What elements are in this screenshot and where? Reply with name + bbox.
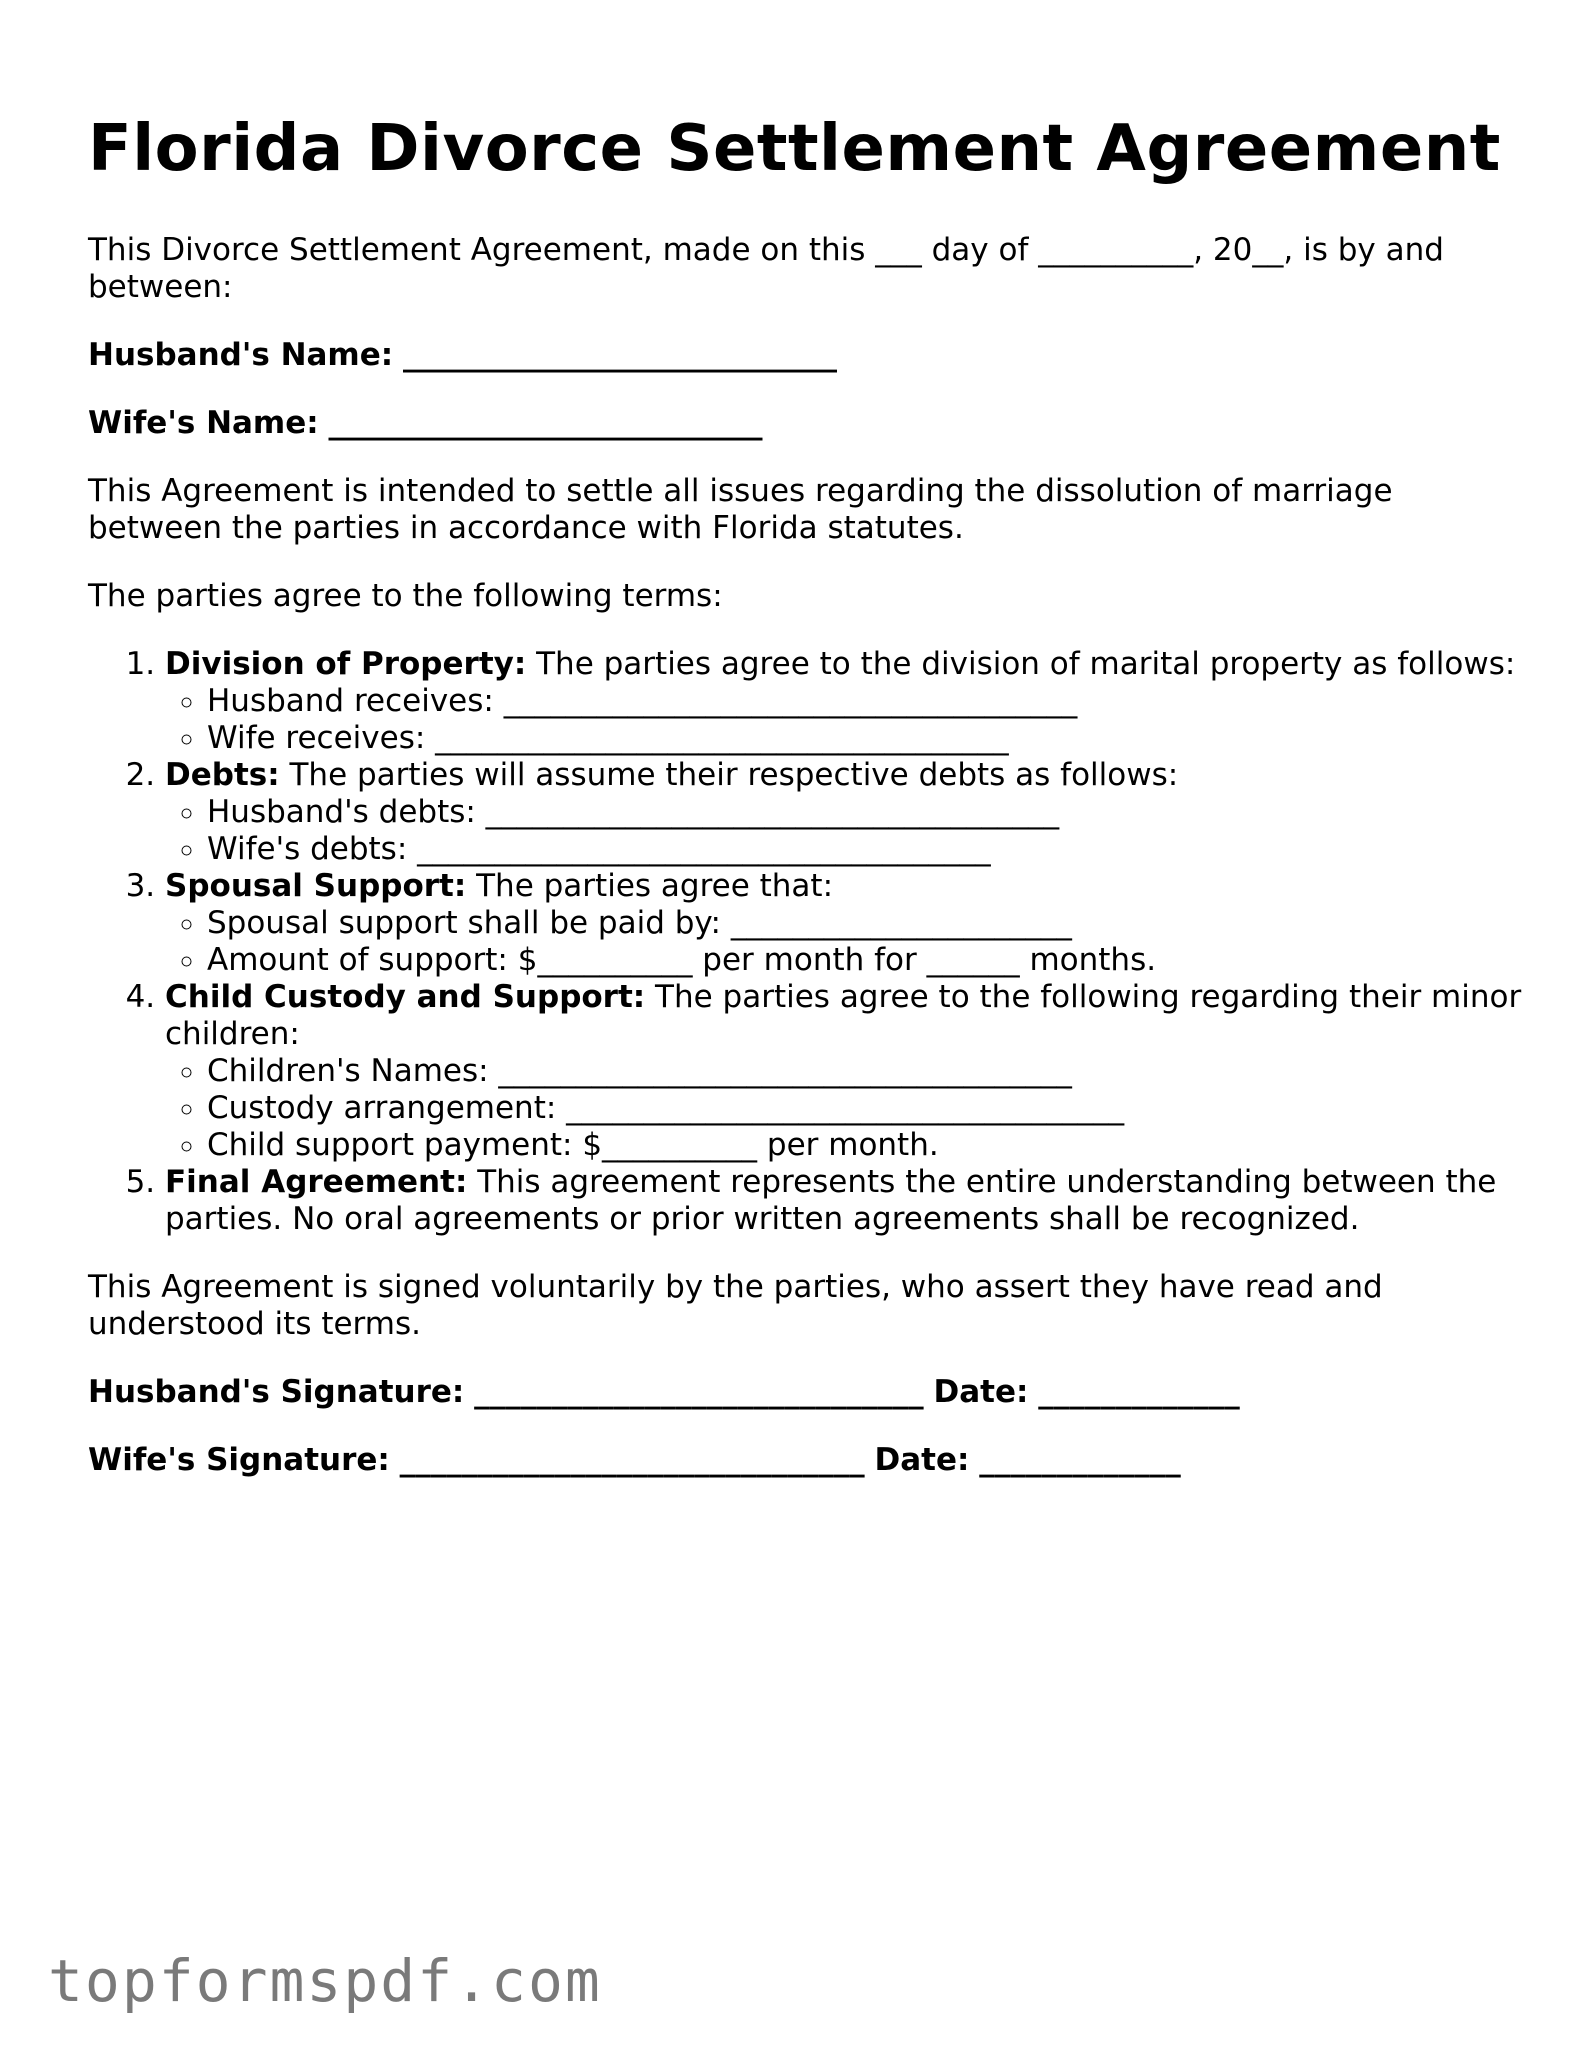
term-heading: Spousal Support:: [165, 868, 467, 904]
term-subitem[interactable]: ◦ Husband's debts: _____________________________________: [207, 794, 1528, 831]
term-item: [165, 1164, 1528, 1238]
terms-list: [88, 646, 1528, 1238]
wife-date-blank[interactable]: _____________: [979, 1442, 1181, 1478]
husband-date-label: Date:: [933, 1374, 1029, 1410]
watermark-text: topformspdf.com: [48, 1947, 602, 2015]
term-heading: Final Agreement:: [165, 1164, 468, 1200]
husband-name-line: [88, 337, 1528, 374]
term-heading: Division of Property:: [165, 646, 527, 682]
term-subitem[interactable]: ◦ Wife's debts: _____________________________________: [207, 831, 1528, 868]
term-subitem[interactable]: ◦ Wife receives: _____________________________________: [207, 720, 1528, 757]
term-heading: Child Custody and Support:: [165, 979, 646, 1015]
document-title: Florida Divorce Settlement Agreement: [88, 112, 1501, 186]
intro-paragraph: This Divorce Settlement Agreement, made on this ___ day of __________, 20__, is by and between:: [88, 232, 1444, 305]
husband-name-label: Husband's Name:: [88, 337, 394, 373]
term-sublist: [165, 683, 1528, 757]
term-subitem[interactable]: ◦ Children's Names: _____________________________________: [207, 1053, 1528, 1090]
husband-date-blank[interactable]: _____________: [1038, 1374, 1240, 1410]
term-subitem[interactable]: ◦ Spousal support shall be paid by: ______________________: [207, 905, 1528, 942]
term-item: [165, 757, 1528, 868]
term-text: This agreement represents the entire understanding between the parties. No oral agreements or prior written agreements shall be recognized.: [165, 1164, 1497, 1237]
wife-signature-line: [88, 1442, 1528, 1479]
husband-signature-line: [88, 1374, 1528, 1411]
wife-name-line: [88, 405, 1528, 442]
terms-intro: The parties agree to the following terms:: [88, 578, 723, 614]
term-item: [165, 868, 1528, 979]
husband-signature-blank[interactable]: _____________________________: [474, 1374, 924, 1410]
document-page: [88, 108, 1528, 1510]
term-text: The parties agree that:: [466, 868, 834, 904]
wife-signature-label: Wife's Signature:: [88, 1442, 390, 1478]
wife-signature-blank[interactable]: ______________________________: [399, 1442, 865, 1478]
husband-name-blank[interactable]: ____________________________: [403, 337, 838, 373]
term-text: The parties agree to the division of marital property as follows:: [526, 646, 1516, 682]
term-subitem[interactable]: ◦ Child support payment: $__________ per month.: [207, 1127, 1528, 1164]
term-subitem[interactable]: ◦ Husband receives: _____________________________________: [207, 683, 1528, 720]
term-sublist: [165, 905, 1528, 979]
term-subitem[interactable]: ◦ Custody arrangement: ____________________________________: [207, 1090, 1528, 1127]
term-item: [165, 979, 1528, 1164]
term-sublist: [165, 794, 1528, 868]
term-text: The parties agree to the following regarding their minor children:: [165, 979, 1522, 1052]
purpose-paragraph: This Agreement is intended to settle all issues regarding the dissolution of marriage between the parties in accordance with Florida statutes.: [88, 473, 1393, 546]
term-text: The parties will assume their respective debts as follows:: [279, 757, 1179, 793]
husband-signature-label: Husband's Signature:: [88, 1374, 465, 1410]
term-sublist: [165, 1053, 1528, 1164]
term-item: [165, 646, 1528, 757]
wife-name-label: Wife's Name:: [88, 405, 319, 441]
term-heading: Debts:: [165, 757, 280, 793]
term-subitem[interactable]: ◦ Amount of support: $__________ per month for ______ months.: [207, 942, 1528, 979]
closing-paragraph: This Agreement is signed voluntarily by the parties, who assert they have read and understood its terms.: [88, 1269, 1383, 1342]
wife-name-blank[interactable]: ____________________________: [328, 405, 763, 441]
wife-date-label: Date:: [874, 1442, 970, 1478]
